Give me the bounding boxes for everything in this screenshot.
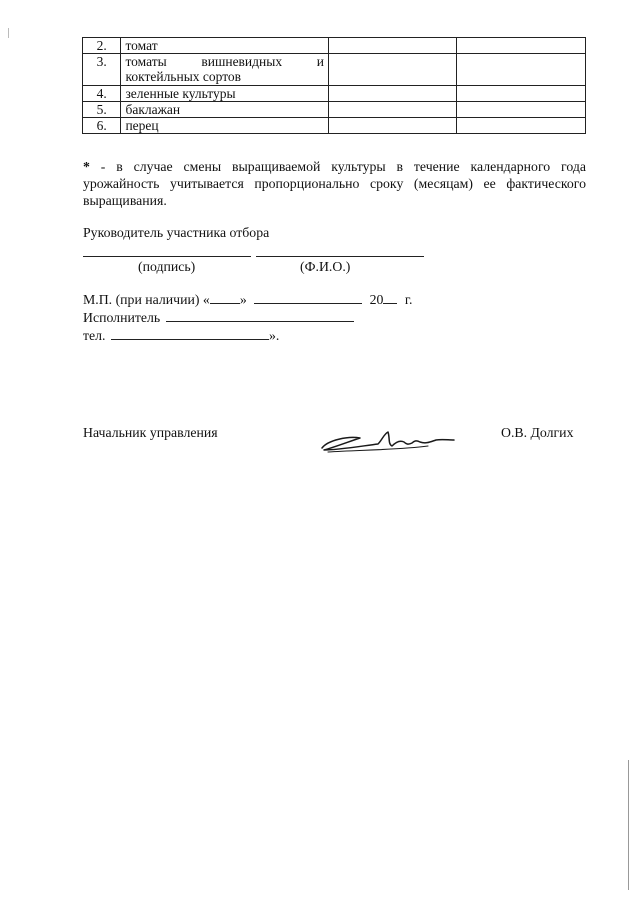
scan-artifact	[8, 28, 9, 38]
chief-name: О.В. Долгих	[501, 425, 574, 440]
head-label: Руководитель участника отбора	[83, 225, 270, 240]
fio-caption: (Ф.И.О.)	[300, 259, 351, 274]
crop-name-line: коктейльных сортов	[125, 69, 242, 84]
crops-table	[82, 37, 586, 134]
footnote: * - в случае смены выращиваемой культуры в течение календарного года урожайность учитывается пропорционально сроку (месяцам) ее фактического выращивания.	[83, 159, 586, 208]
stamp-line: М.П. (при наличии) « » 20 г.	[83, 292, 413, 307]
empty-cell	[328, 102, 457, 118]
empty-cell	[457, 38, 586, 54]
row-number: 4.	[83, 86, 121, 102]
signature-caption: (подпись)	[138, 259, 196, 274]
empty-cell	[457, 102, 586, 118]
crop-name: баклажан	[121, 102, 328, 118]
handwritten-signature	[318, 428, 458, 454]
empty-cell	[457, 86, 586, 102]
row-number: 5.	[83, 102, 121, 118]
signature-line	[83, 256, 251, 257]
crop-name: перец	[121, 118, 328, 134]
empty-cell	[328, 86, 457, 102]
empty-cell	[328, 54, 457, 86]
chief-title: Начальник управления	[83, 425, 218, 440]
table-row	[83, 102, 586, 118]
crop-name	[121, 54, 328, 86]
row-number: 6.	[83, 118, 121, 134]
phone-line: тел. ».	[83, 328, 280, 343]
fio-line	[256, 256, 424, 257]
empty-cell	[328, 38, 457, 54]
table-row	[83, 54, 586, 86]
table-row	[83, 86, 586, 102]
table-row	[83, 118, 586, 134]
executor-line: Исполнитель	[83, 309, 354, 326]
empty-cell	[457, 118, 586, 134]
table-row	[83, 38, 586, 54]
crop-name: томат	[121, 38, 328, 54]
row-number: 3.	[83, 54, 121, 86]
empty-cell	[328, 118, 457, 134]
row-number: 2.	[83, 38, 121, 54]
empty-cell	[457, 54, 586, 86]
scan-artifact	[628, 760, 629, 890]
crop-name: зеленные культуры	[121, 86, 328, 102]
crop-name-line: томаты вишневидных и	[125, 54, 324, 69]
